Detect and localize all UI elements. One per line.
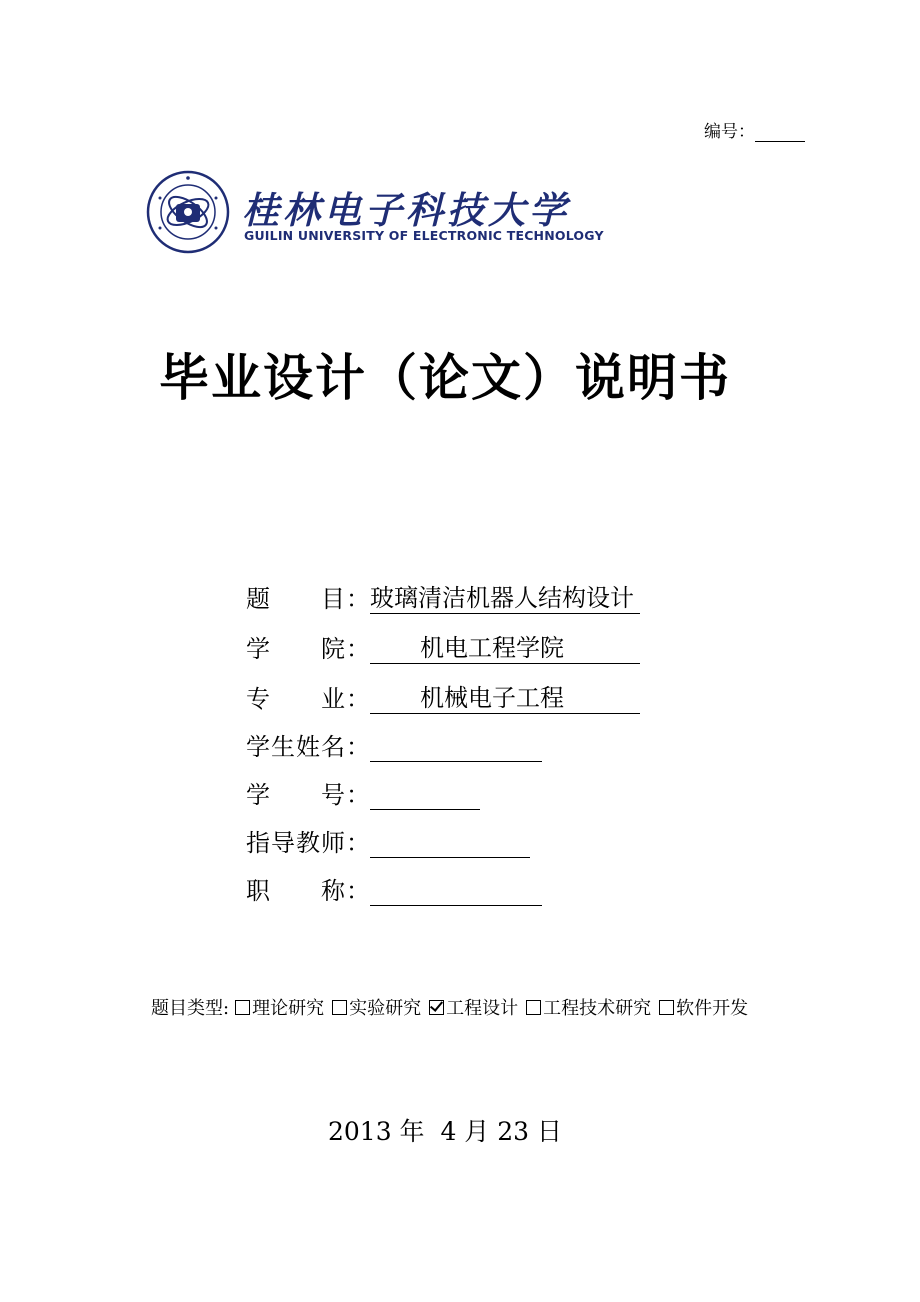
field-label: 学 院： bbox=[246, 635, 370, 663]
university-seal-icon bbox=[146, 170, 230, 254]
topic-option-engineering-tech[interactable] bbox=[526, 994, 651, 1020]
topic-option-experiment[interactable] bbox=[332, 994, 421, 1020]
checkbox-icon[interactable] bbox=[332, 1000, 347, 1015]
field-label: 题 目： bbox=[246, 585, 370, 613]
field-student-name bbox=[246, 728, 542, 762]
document-title: 毕业设计（论文）说明书 bbox=[159, 349, 731, 407]
topic-option-label: 工程技术研究 bbox=[543, 998, 652, 1019]
checkbox-checked-icon[interactable] bbox=[429, 1000, 444, 1015]
checkbox-icon[interactable] bbox=[526, 1000, 541, 1015]
field-label: 指导教师： bbox=[246, 829, 370, 857]
topic-option-theory[interactable] bbox=[235, 994, 324, 1020]
field-rank bbox=[246, 872, 542, 906]
serial-number bbox=[704, 117, 805, 142]
field-advisor bbox=[246, 824, 530, 858]
field-value-advisor bbox=[370, 827, 530, 858]
field-value-student-id bbox=[370, 779, 480, 810]
checkbox-icon[interactable] bbox=[235, 1000, 250, 1015]
topic-option-label: 工程设计 bbox=[446, 998, 519, 1019]
topic-option-label: 理论研究 bbox=[252, 998, 325, 1019]
field-label: 学生姓名： bbox=[246, 733, 370, 761]
field-label: 学 号： bbox=[246, 781, 370, 809]
field-value-title: 玻璃清洁机器人结构设计 bbox=[370, 583, 640, 614]
field-label: 专 业： bbox=[246, 685, 370, 713]
university-logo bbox=[146, 170, 616, 254]
topic-type-label: 题目类型: bbox=[151, 998, 230, 1019]
topic-option-software[interactable] bbox=[659, 994, 748, 1020]
field-value-college: 机电工程学院 bbox=[370, 633, 640, 664]
topic-option-label: 实验研究 bbox=[349, 998, 422, 1019]
university-name-en: GUILIN UNIVERSITY OF ELECTRONIC TECHNOLOGY bbox=[244, 228, 604, 243]
university-name-cn: 桂林电子科技大学 bbox=[242, 189, 570, 232]
topic-type-row bbox=[151, 994, 756, 1020]
field-value-major: 机械电子工程 bbox=[370, 683, 640, 714]
field-major bbox=[246, 680, 640, 714]
field-college bbox=[246, 630, 640, 664]
checkbox-icon[interactable] bbox=[659, 1000, 674, 1015]
field-student-id bbox=[246, 776, 480, 810]
serial-blank bbox=[755, 123, 805, 142]
document-date: 2013 年 4 月 23 日 bbox=[327, 1117, 563, 1146]
topic-option-label: 软件开发 bbox=[676, 998, 749, 1019]
topic-option-engineering-design[interactable] bbox=[429, 994, 518, 1020]
field-value-student-name bbox=[370, 731, 542, 762]
serial-label: 编号： bbox=[704, 122, 755, 142]
field-title bbox=[246, 580, 640, 614]
field-label: 职 称： bbox=[246, 877, 370, 905]
field-value-rank bbox=[370, 875, 542, 906]
